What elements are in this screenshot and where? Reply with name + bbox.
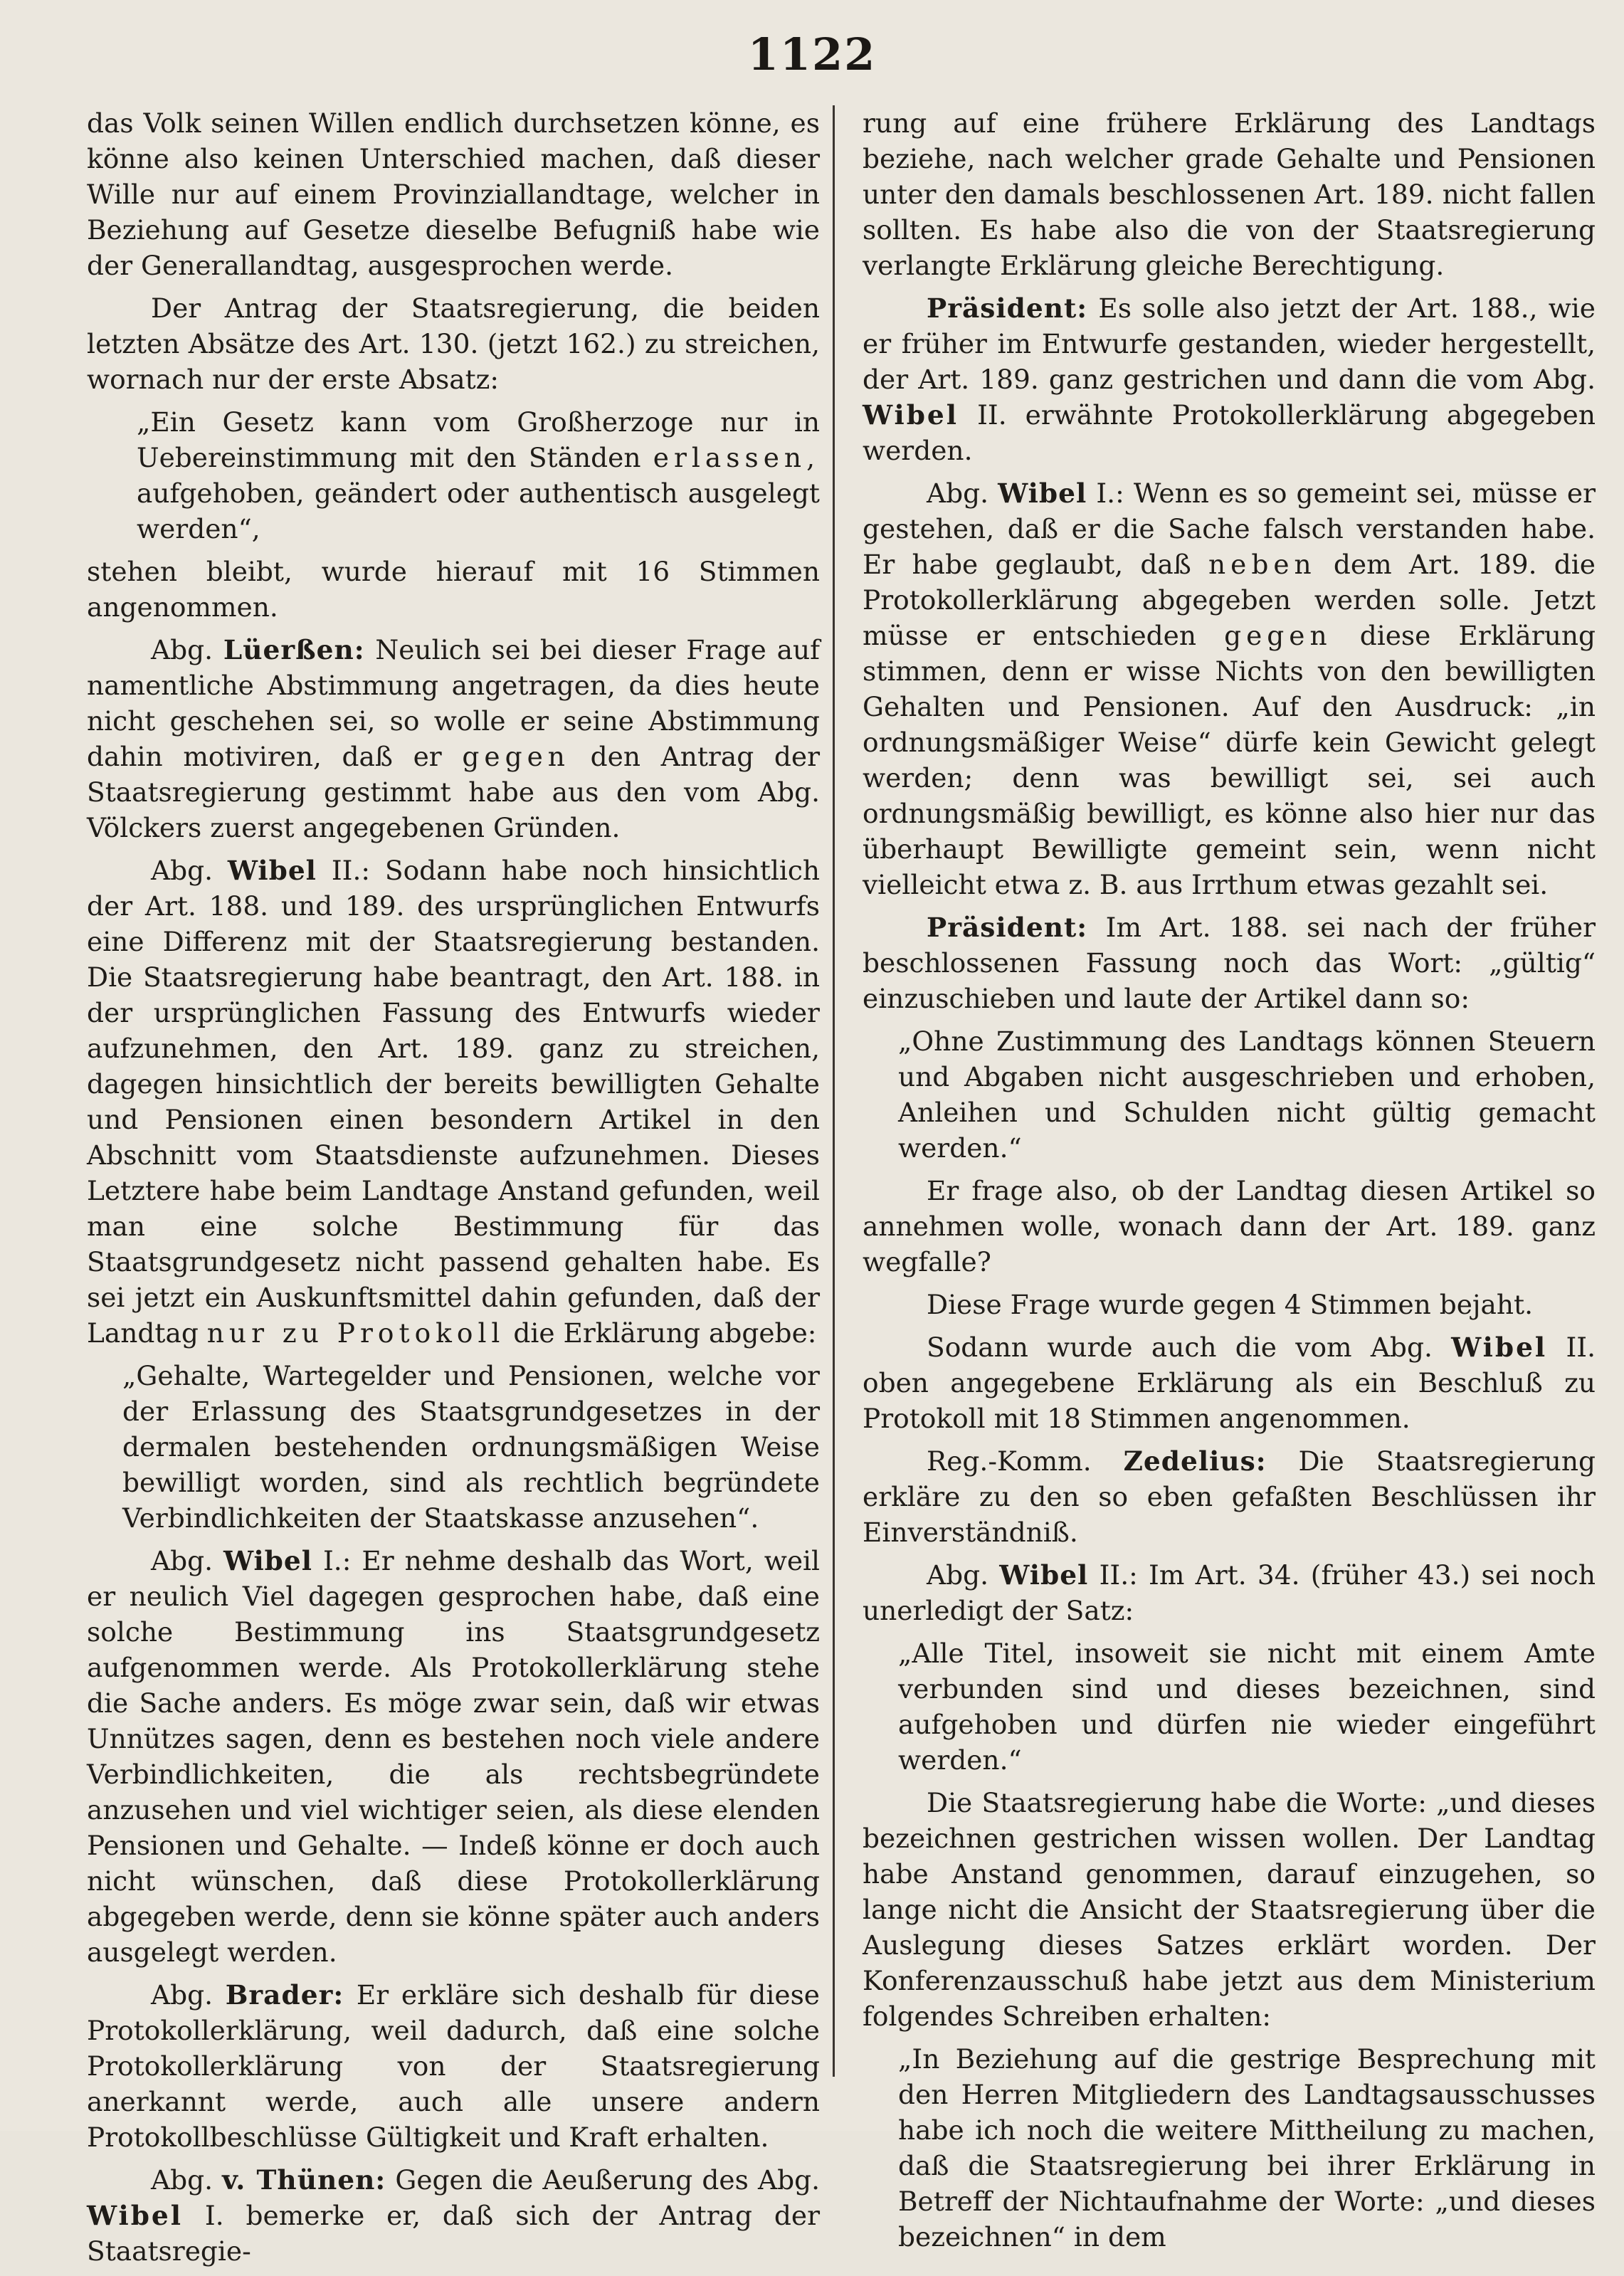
speech-paragraph [87, 1543, 820, 1970]
quotation [87, 404, 820, 547]
speaker-name: Lüerßen: [223, 634, 365, 665]
speaker-title: Abg. [927, 1559, 989, 1591]
paragraph-text: Die Staatsregierung erkläre zu den so eben gefaßten Beschlüssen ihr Einverständniß. [863, 1445, 1596, 1548]
speaker-suffix: I.: [322, 1545, 352, 1576]
quote-text: aufgehoben, geändert oder authentisch ausgelegt werden“, [137, 478, 820, 544]
paragraph-text: Die Staatsregierung habe die Worte: „und dieses bezeichnen gestrichen wissen wollen. Der Landtag habe Anstand genommen, darauf einzugehen, so lange nicht die Ansicht der Staatsregierung über die Auslegung dieses Satzes erklärt worden. Der Konferenzausschuß habe jetzt aus dem Ministerium folgendes Schreiben erhalten: [863, 1787, 1596, 2032]
left-column [87, 105, 820, 2276]
paragraph [863, 1287, 1596, 1322]
quote-text: „Gehalte, Wartegelder und Pensionen, welche vor der Erlassung des Staatsgrundgesetzes in der dermalen bestehenden ordnungsmäßigen Weise bewilligt worden, sind als rechtlich begründete Verbindlichkeiten der Staatskasse anzusehen“. [122, 1360, 820, 1534]
speaker-name: Wibel [227, 855, 317, 886]
paragraph [863, 1329, 1596, 1436]
speaker-title: Abg. [927, 478, 989, 509]
paragraph-text: Er nehme deshalb das Wort, weil er neulich Viel dagegen gesprochen habe, daß eine solche Bestimmung ins Staatsgrundgesetz aufgenommen werde. Als Protokollerklärung stehe die Sache anders. Es möge zwar sein, daß wir etwas Unnützes sagen, denn es bestehen noch viele andere Verbindlichkeiten, die als rechtsbegründete anzusehen und viel wichtiger seien, als diese elenden Pensionen und Gehalte. — Indeß könne er doch auch nicht wünschen, daß diese Protokollerklärung abgegeben werde, denn sie könne später auch anders ausgelegt werden. [87, 1545, 821, 1968]
speaker-title: Abg. [151, 1979, 213, 2011]
column-divider [833, 105, 835, 2077]
speaker-title: Abg. [151, 1545, 213, 1576]
speech-paragraph [863, 290, 1596, 468]
speaker-name: Wibel [223, 1545, 313, 1576]
paragraph-text: II. erwähnte Protokollerklärung abgegeben werden. [863, 399, 1596, 466]
paragraph [863, 105, 1596, 283]
speaker-suffix: II.: [331, 855, 371, 886]
paragraph-text: Im Art. 34. (früher 43.) sei noch unerledigt der Satz: [863, 1559, 1596, 1626]
speaker-name: Brader: [225, 1979, 344, 2011]
speech-paragraph [863, 910, 1596, 1016]
paragraph-text: Diese Frage wurde gegen 4 Stimmen bejaht. [927, 1289, 1534, 1320]
speaker-suffix: II.: [1099, 1559, 1138, 1591]
speaker-name: v. Thünen: [222, 2164, 386, 2196]
emphasized-text: gegen [462, 741, 570, 772]
speaker-name: Wibel [999, 1559, 1089, 1591]
paragraph-text: II. oben angegebene Erklärung als ein Beschluß zu Protokoll mit 18 Stimmen angenommen. [863, 1332, 1596, 1434]
paragraph [87, 105, 820, 283]
quotation [87, 1358, 820, 1536]
paragraph [87, 554, 820, 625]
emphasized-text: neben [1208, 549, 1317, 580]
speaker-name: Präsident: [927, 912, 1088, 943]
emphasized-text: nur zu Protokoll [206, 1317, 505, 1349]
paragraph-text: Gegen die Aeußerung des Abg. [395, 2164, 821, 2196]
speech-paragraph [87, 1977, 820, 2155]
paragraph-text: Er erkläre sich deshalb für diese Protokollerklärung, weil dadurch, daß eine solche Protokollerklärung von der Staatsregierung anerkannt werde, auch alle unsere andern Protokollbeschlüsse Gültigkeit und Kraft erhalten. [87, 1979, 821, 2153]
paragraph-text: rung auf eine frühere Erklärung des Landtags beziehe, nach welcher grade Gehalte und Pensionen unter den damals beschlossenen Art. 189. nicht fallen sollten. Es habe also die von der Staatsregierung verlangte Erklärung gleiche Berechtigung. [863, 107, 1596, 281]
speech-paragraph [87, 632, 820, 845]
quotation [863, 2041, 1596, 2255]
paragraph [863, 1173, 1596, 1280]
speech-paragraph [863, 1557, 1596, 1628]
paragraph-text: Es solle also jetzt der Art. 188., wie er früher im Entwurfe gestanden, wieder hergestellt, der Art. 189. ganz gestrichen und dann die vom Abg. [863, 293, 1596, 395]
quotation [863, 1635, 1596, 1778]
quotation [863, 1023, 1596, 1166]
paragraph-text: diese Erklärung stimmen, denn er wisse Nichts von den bewilligten Gehalten und Pensionen. Auf den Ausdruck: „in ordnungsmäßiger Weise“ dürfe kein Gewicht gelegt werden; denn was bewilligt sei, sei auch ordnungsmäßig bewilligt, es könne also hier nur das überhaupt Bewilligte gemeint sein, wenn nicht vielleicht etwa z. B. aus Irrthum etwas gezahlt sei. [863, 620, 1596, 900]
speaker-suffix: I.: [1096, 478, 1124, 509]
speaker-title: Abg. [151, 2164, 213, 2196]
speaker-title: Abg. [151, 855, 213, 886]
speaker-name: Präsident: [927, 293, 1088, 324]
paragraph-text: Neulich sei bei dieser Frage auf namentliche Abstimmung angetragen, da dies heute nicht geschehen sei, so wolle er seine Abstimmung dahin motiviren, daß er [87, 634, 820, 772]
paragraph [863, 1785, 1596, 2034]
speech-paragraph [863, 475, 1596, 902]
paragraph-text: das Volk seinen Willen endlich durchsetzen könne, es könne also keinen Unterschied machen, daß dieser Wille nur auf einem Provinziallandtage, welcher in Beziehung auf Gesetze dieselbe Befugniß habe wie der Generallandtag, ausgesprochen werde. [87, 107, 820, 281]
speech-paragraph [87, 2162, 820, 2269]
speech-paragraph [863, 1443, 1596, 1550]
speaker-name: Wibel [998, 478, 1087, 509]
speaker-name: Zedelius: [1123, 1445, 1267, 1477]
emphasized-text: erlassen, [653, 442, 820, 473]
paragraph [87, 290, 820, 397]
paragraph-text: Er frage also, ob der Landtag diesen Artikel so annehmen wolle, wonach dann der Art. 189. ganz wegfalle? [863, 1175, 1596, 1277]
paragraph-text: Wenn es so gemeint sei, müsse er gestehen, daß er die Sache falsch verstanden habe. Er habe geglaubt, daß [863, 478, 1596, 580]
paragraph-text: Sodann wurde auch die vom Abg. [927, 1332, 1433, 1363]
person-name: Wibel [87, 2200, 184, 2231]
quote-text: „Ein Gesetz kann vom Großherzoge nur in Uebereinstimmung mit den Ständen [137, 406, 820, 473]
paragraph-text: stehen bleibt, wurde hierauf mit 16 Stimmen angenommen. [87, 556, 820, 623]
speaker-title: Reg.-Komm. [927, 1445, 1092, 1477]
paragraph-text: den Antrag der Staatsregierung gestimmt habe aus den vom Abg. Völckers zuerst angegebenen Gründen. [87, 741, 821, 843]
paragraph-text: Im Art. 188. sei nach der früher beschlossenen Fassung noch das Wort: „gültig“ einzuschieben und laute der Artikel dann so: [863, 912, 1596, 1014]
page-number: 1122 [747, 28, 877, 80]
emphasized-text: gegen [1224, 620, 1332, 651]
paragraph-text: I. bemerke er, daß sich der Antrag der Staatsregie- [87, 2200, 821, 2267]
person-name: Wibel [863, 399, 959, 431]
quote-text: „In Beziehung auf die gestrige Besprechung mit den Herren Mitgliedern des Landtagsausschusses habe ich noch die weitere Mittheilung zu machen, daß die Staatsregierung bei ihrer Erklärung in Betreff der Nichtaufnahme der Worte: „und dieses bezeichnen“ in dem [898, 2043, 1596, 2253]
paragraph-text: die Erklärung abgebe: [513, 1317, 817, 1349]
paragraph-text: Der Antrag der Staatsregierung, die beiden letzten Absätze des Art. 130. (jetzt 162.) zu streichen, wornach nur der erste Absatz: [87, 293, 820, 395]
paragraph-text: Sodann habe noch hinsichtlich der Art. 188. und 189. des ursprünglichen Entwurfs eine Differenz mit der Staatsregierung bestanden. Die Staatsregierung habe beantragt, den Art. 188. in der ursprünglichen Fassung des Entwurfs wieder aufzunehmen, den Art. 189. ganz zu streichen, dagegen hinsichtlich der bereits bewilligten Gehalte und Pensionen einen besondern Artikel in den Abschnitt vom Staatsdienste aufzunehmen. Dieses Letztere habe beim Landtage Anstand gefunden, weil man eine solche Bestimmung für das Staatsgrundgesetz nicht passend gehalten habe. Es sei jetzt ein Auskunftsmittel dahin gefunden, daß der Landtag [87, 855, 820, 1349]
speech-paragraph [87, 853, 820, 1351]
quote-text: „Alle Titel, insoweit sie nicht mit einem Amte verbunden sind und dieses bezeichnen, sind aufgehoben und dürfen nie wieder eingeführt werden.“ [898, 1638, 1596, 1776]
right-column [863, 105, 1596, 2262]
paragraph-text: dem Art. 189. die Protokollerklärung abgegeben werden solle. Jetzt müsse er entschieden [863, 549, 1596, 651]
quote-text: „Ohne Zustimmung des Landtags können Steuern und Abgaben nicht ausgeschrieben und erhoben, Anleihen und Schulden nicht gültig gemacht werden.“ [898, 1026, 1596, 1164]
speaker-title: Abg. [151, 634, 213, 665]
person-name: Wibel [1451, 1332, 1548, 1363]
